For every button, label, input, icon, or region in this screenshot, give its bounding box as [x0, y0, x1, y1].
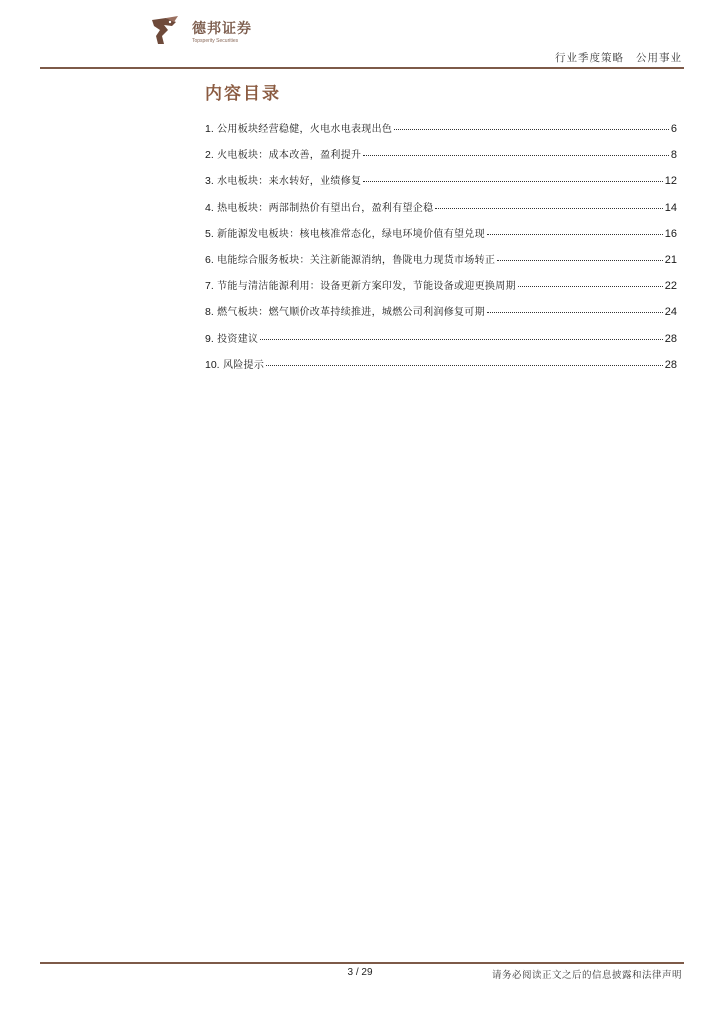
- brand-name-cn: 德邦证券: [192, 21, 252, 37]
- toc-entry-number: 1.: [205, 123, 214, 135]
- brand-mark-icon: [148, 14, 182, 48]
- toc-entry-page: 21: [664, 253, 677, 266]
- toc-leader-dots: [260, 339, 662, 340]
- toc-entry-title: 电能综合服务板块：关注新能源消纳，鲁陇电力现货市场转正: [217, 254, 496, 266]
- toc-entry-page: 28: [664, 332, 677, 345]
- toc-entry-page: 22: [664, 280, 677, 293]
- toc-entry-title: 新能源发电板块：核电核准常态化，绿电环境价值有望兑现: [217, 228, 485, 240]
- brand-logo: [148, 14, 258, 50]
- header-divider: [40, 67, 684, 69]
- toc-entry-title: 火电板块：成本改善，盈利提升: [217, 150, 362, 162]
- table-of-contents: [205, 120, 677, 382]
- toc-entry-number: 2.: [205, 149, 214, 162]
- toc-entry-number: 8.: [205, 306, 214, 319]
- toc-leader-dots: [497, 260, 663, 261]
- toc-entry-title: 风险提示: [222, 359, 265, 371]
- legal-notice: 请务必阅读正文之后的信息披露和法律声明: [491, 970, 682, 981]
- doc-type-label: 行业季度策略: [555, 52, 624, 64]
- toc-entry-number: 10.: [205, 358, 220, 371]
- sector-label: 公用事业: [636, 52, 682, 64]
- toc-entry[interactable]: [205, 120, 677, 146]
- toc-entry-page: 6: [670, 123, 677, 135]
- toc-entry[interactable]: [205, 277, 677, 303]
- toc-entry-number: 7.: [205, 280, 214, 293]
- toc-entry-title: 燃气板块：燃气顺价改革持续推进，城燃公司利润修复可期: [217, 307, 485, 319]
- toc-leader-dots: [363, 181, 662, 182]
- toc-leader-dots: [435, 208, 662, 209]
- toc-entry-number: 3.: [205, 175, 214, 188]
- toc-leader-dots: [266, 365, 663, 366]
- toc-entry[interactable]: [205, 146, 677, 172]
- toc-entry-page: 12: [664, 175, 677, 188]
- toc-entry-page: 24: [664, 306, 677, 319]
- toc-entry-title: 公用板块经营稳健，火电水电表现出色: [217, 124, 393, 135]
- toc-leader-dots: [487, 234, 663, 235]
- toc-leader-dots: [394, 129, 669, 130]
- toc-title: 内容目录: [205, 84, 281, 104]
- toc-entry[interactable]: [205, 199, 677, 225]
- toc-entry-number: 5.: [205, 227, 214, 240]
- toc-entry[interactable]: [205, 356, 677, 382]
- toc-entry[interactable]: [205, 172, 677, 198]
- footer-divider: [40, 962, 684, 964]
- toc-entry-page: 14: [664, 201, 677, 214]
- toc-entry[interactable]: [205, 303, 677, 329]
- toc-entry-page: 28: [664, 358, 677, 371]
- header-labels: [555, 50, 682, 65]
- toc-entry-number: 6.: [205, 253, 214, 266]
- brand-name-en: Topsperity Securities: [192, 38, 239, 44]
- toc-entry-title: 热电板块：两部制热价有望出台，盈利有望企稳: [217, 202, 434, 214]
- toc-entry-title: 节能与清洁能源利用：设备更新方案印发，节能设备或迎更换周期: [217, 281, 516, 293]
- toc-entry-title: 水电板块：来水转好，业绩修复: [217, 176, 362, 188]
- toc-entry-number: 9.: [205, 332, 214, 345]
- toc-entry[interactable]: [205, 330, 677, 356]
- toc-leader-dots: [363, 155, 669, 156]
- toc-leader-dots: [518, 286, 663, 287]
- page-indicator: 3 / 29: [347, 967, 373, 978]
- toc-entry-page: 8: [670, 149, 677, 162]
- toc-leader-dots: [487, 312, 663, 313]
- toc-entry[interactable]: [205, 225, 677, 251]
- toc-entry-title: 投资建议: [217, 333, 259, 345]
- toc-entry-page: 16: [664, 227, 677, 240]
- toc-entry-number: 4.: [205, 201, 214, 214]
- toc-entry[interactable]: [205, 251, 677, 277]
